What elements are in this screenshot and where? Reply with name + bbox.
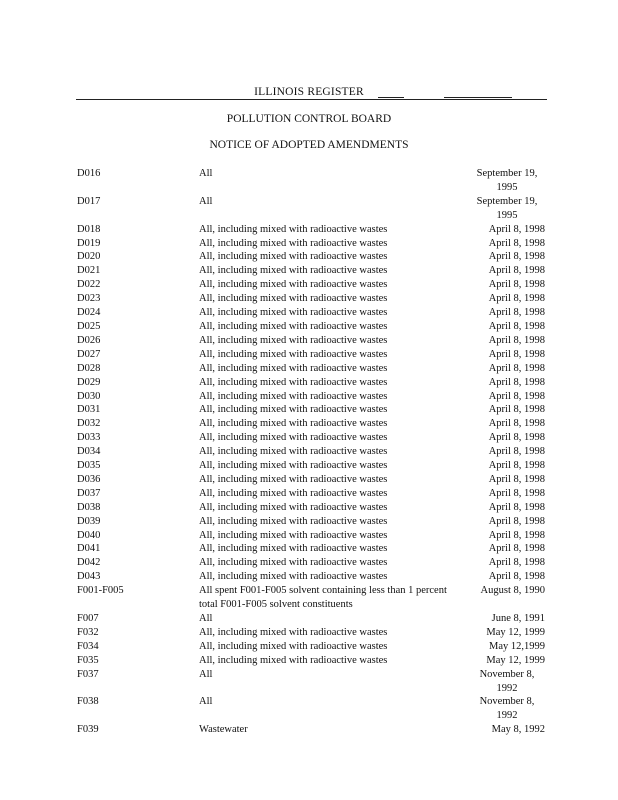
waste-code: D020 xyxy=(77,251,101,263)
effective-date: April 8, 1998 xyxy=(488,348,545,360)
waste-scope: All, including mixed with radioactive wastes xyxy=(199,279,388,291)
waste-scope: All, including mixed with radioactive wastes xyxy=(199,571,388,583)
table-row xyxy=(77,640,545,654)
waste-code: D031 xyxy=(77,404,101,416)
effective-date: April 8, 1998 xyxy=(488,376,545,388)
table-row xyxy=(77,612,545,626)
effective-date: August 8, 1990 xyxy=(480,585,545,597)
table-row xyxy=(77,403,545,417)
waste-scope: All, including mixed with radioactive wastes xyxy=(199,473,388,485)
waste-scope: All, including mixed with radioactive wastes xyxy=(199,626,388,638)
waste-code: F032 xyxy=(77,626,99,638)
effective-date: June 8, 1991 xyxy=(491,613,545,624)
header-blank-line xyxy=(444,97,512,98)
waste-code: D036 xyxy=(77,473,101,485)
table-row xyxy=(77,306,545,320)
effective-date: April 8, 1998 xyxy=(488,334,545,346)
table-row xyxy=(77,584,545,612)
waste-scope: All, including mixed with radioactive wastes xyxy=(199,460,388,472)
waste-code: D035 xyxy=(77,460,101,472)
effective-date: April 8, 1998 xyxy=(488,557,545,569)
waste-code: F001-F005 xyxy=(77,585,124,597)
waste-scope: All, including mixed with radioactive wastes xyxy=(199,487,388,499)
waste-scope: All, including mixed with radioactive wastes xyxy=(199,501,388,513)
waste-code: D043 xyxy=(77,571,101,583)
effective-date: April 8, 1998 xyxy=(488,571,545,583)
waste-scope: All, including mixed with radioactive wastes xyxy=(199,390,388,402)
register-title: ILLINOIS REGISTER xyxy=(254,86,364,98)
effective-date: May 12,1999 xyxy=(489,640,545,652)
table-row xyxy=(77,473,545,487)
waste-scope: All xyxy=(199,696,213,708)
table-row xyxy=(77,723,545,737)
table-row xyxy=(77,250,545,264)
waste-code: D042 xyxy=(77,557,101,569)
waste-scope: All xyxy=(199,168,213,179)
waste-code: D025 xyxy=(77,320,101,332)
waste-code: D032 xyxy=(77,418,101,430)
waste-code: F039 xyxy=(77,724,99,736)
waste-scope: All, including mixed with radioactive wastes xyxy=(199,320,388,332)
waste-scope: All, including mixed with radioactive wastes xyxy=(199,362,388,374)
waste-code: D041 xyxy=(77,543,101,555)
waste-scope: All xyxy=(199,195,213,207)
waste-code: D040 xyxy=(77,529,101,541)
effective-date: April 8, 1998 xyxy=(488,320,545,332)
effective-date: April 8, 1998 xyxy=(488,237,545,249)
effective-date: May 12, 1999 xyxy=(486,626,545,638)
waste-code: D026 xyxy=(77,334,101,346)
table-row xyxy=(77,167,545,195)
waste-scope: All, including mixed with radioactive wastes xyxy=(199,334,388,346)
waste-code: D038 xyxy=(77,501,101,513)
table-row xyxy=(77,626,545,640)
effective-date: April 8, 1998 xyxy=(488,543,545,555)
agency-title: POLLUTION CONTROL BOARD xyxy=(226,113,392,125)
table-row xyxy=(77,556,545,570)
waste-code: D019 xyxy=(77,237,101,249)
effective-date: September 19, 1995 xyxy=(476,168,538,193)
waste-code: D022 xyxy=(77,279,101,291)
table-row xyxy=(77,668,545,696)
effective-date: April 8, 1998 xyxy=(488,265,545,277)
table-row xyxy=(77,487,545,501)
waste-scope: All spent F001-F005 solvent containing less than 1 percent total F001-F005 solvent constituents xyxy=(199,585,447,611)
waste-table xyxy=(77,167,545,737)
waste-scope: Wastewater xyxy=(199,724,248,736)
waste-scope: All, including mixed with radioactive wastes xyxy=(199,237,388,249)
effective-date: May 12, 1999 xyxy=(486,654,545,666)
waste-scope: All, including mixed with radioactive wastes xyxy=(199,293,388,305)
table-row xyxy=(77,501,545,515)
table-row xyxy=(77,417,545,431)
waste-code: D037 xyxy=(77,487,101,499)
effective-date: April 8, 1998 xyxy=(488,418,545,430)
waste-code: D027 xyxy=(77,348,101,360)
table-row xyxy=(77,362,545,376)
table-row xyxy=(77,348,545,362)
effective-date: April 8, 1998 xyxy=(488,501,545,513)
header-blank-line xyxy=(378,97,404,98)
table-row xyxy=(77,264,545,278)
waste-scope: All, including mixed with radioactive wastes xyxy=(199,515,388,527)
waste-scope: All, including mixed with radioactive wastes xyxy=(199,251,388,263)
effective-date: April 8, 1998 xyxy=(488,362,545,374)
effective-date: April 8, 1998 xyxy=(488,390,545,402)
waste-scope: All, including mixed with radioactive wastes xyxy=(199,376,388,388)
waste-code: F037 xyxy=(77,668,99,680)
waste-scope: All, including mixed with radioactive wastes xyxy=(199,265,388,277)
waste-scope: All, including mixed with radioactive wastes xyxy=(199,543,388,555)
effective-date: April 8, 1998 xyxy=(488,529,545,541)
notice-title: NOTICE OF ADOPTED AMENDMENTS xyxy=(209,139,409,151)
waste-code: D024 xyxy=(77,307,101,319)
effective-date: April 8, 1998 xyxy=(488,279,545,291)
waste-scope: All, including mixed with radioactive wastes xyxy=(199,654,388,666)
waste-scope: All, including mixed with radioactive wastes xyxy=(199,404,388,416)
header-rule xyxy=(76,99,547,100)
waste-code: D028 xyxy=(77,362,101,374)
effective-date: April 8, 1998 xyxy=(488,404,545,416)
waste-code: F034 xyxy=(77,640,99,652)
table-row xyxy=(77,278,545,292)
effective-date: April 8, 1998 xyxy=(488,460,545,472)
effective-date: April 8, 1998 xyxy=(488,251,545,263)
effective-date: November 8, 1992 xyxy=(479,696,535,722)
waste-code: D017 xyxy=(77,195,101,207)
table-row xyxy=(77,515,545,529)
table-row xyxy=(77,292,545,306)
waste-code: D030 xyxy=(77,390,101,402)
table-row xyxy=(77,223,545,237)
waste-code: F035 xyxy=(77,654,99,666)
waste-code: D039 xyxy=(77,515,101,527)
table-row xyxy=(77,445,545,459)
table-row xyxy=(77,195,545,223)
table-row xyxy=(77,334,545,348)
table-row xyxy=(77,320,545,334)
waste-scope: All, including mixed with radioactive wastes xyxy=(199,418,388,430)
table-row xyxy=(77,237,545,251)
table-row xyxy=(77,431,545,445)
waste-scope: All, including mixed with radioactive wastes xyxy=(199,557,388,569)
effective-date: April 8, 1998 xyxy=(488,223,545,235)
table-row xyxy=(77,529,545,543)
waste-scope: All xyxy=(199,668,213,680)
table-row xyxy=(77,542,545,556)
waste-scope: All, including mixed with radioactive wastes xyxy=(199,529,388,541)
waste-code: F038 xyxy=(77,696,99,708)
waste-code: D034 xyxy=(77,446,101,458)
effective-date: April 8, 1998 xyxy=(488,307,545,319)
effective-date: May 8, 1992 xyxy=(491,724,545,736)
table-row xyxy=(77,654,545,668)
effective-date: April 8, 1998 xyxy=(488,446,545,458)
waste-code: D018 xyxy=(77,223,101,235)
waste-scope: All xyxy=(199,613,213,624)
table-row xyxy=(77,459,545,473)
waste-code: D033 xyxy=(77,432,101,444)
waste-code: D016 xyxy=(77,168,101,179)
waste-scope: All, including mixed with radioactive wastes xyxy=(199,223,388,235)
effective-date: April 8, 1998 xyxy=(488,432,545,444)
effective-date: April 8, 1998 xyxy=(488,293,545,305)
table-row xyxy=(77,390,545,404)
effective-date: April 8, 1998 xyxy=(488,515,545,527)
table-row xyxy=(77,376,545,390)
waste-code: D023 xyxy=(77,293,101,305)
effective-date: April 8, 1998 xyxy=(488,473,545,485)
waste-scope: All, including mixed with radioactive wastes xyxy=(199,348,388,360)
effective-date: April 8, 1998 xyxy=(488,487,545,499)
effective-date: November 8, 1992 xyxy=(479,668,535,694)
waste-scope: All, including mixed with radioactive wastes xyxy=(199,640,388,652)
waste-scope: All, including mixed with radioactive wastes xyxy=(199,446,388,458)
effective-date: September 19, 1995 xyxy=(476,195,538,221)
waste-code: D029 xyxy=(77,376,101,388)
waste-scope: All, including mixed with radioactive wastes xyxy=(199,307,388,319)
table-row xyxy=(77,570,545,584)
waste-code: F007 xyxy=(77,613,99,624)
waste-scope: All, including mixed with radioactive wastes xyxy=(199,432,388,444)
table-row xyxy=(77,695,545,723)
waste-code: D021 xyxy=(77,265,101,277)
